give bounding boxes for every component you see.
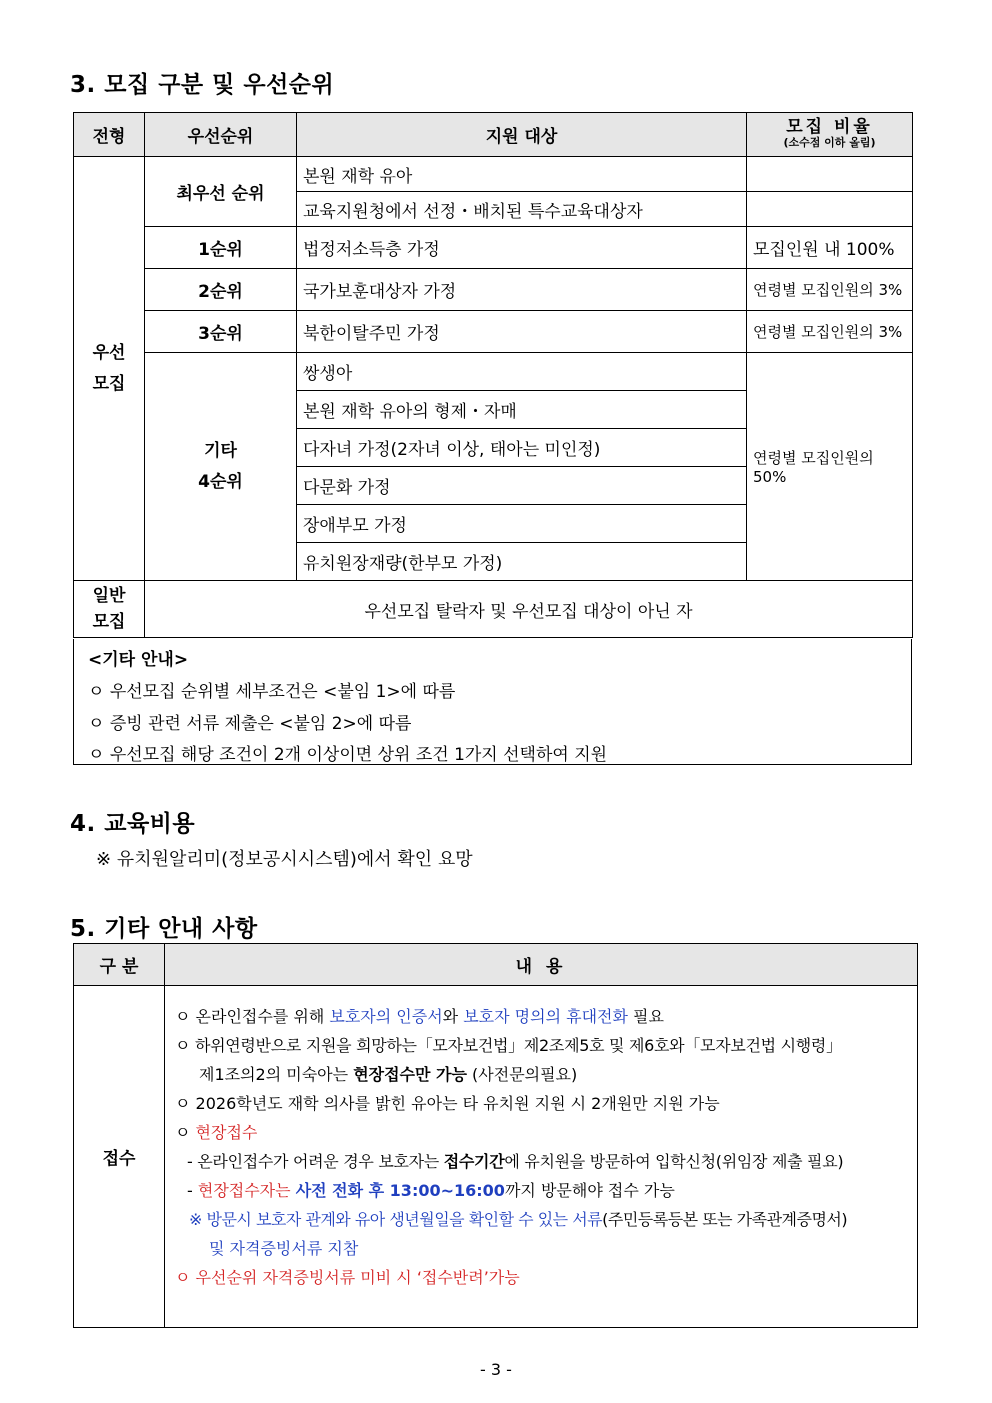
detail-line: ㅇ 2026학년도 재학 의사를 밝힌 유아는 타 유치원 지원 시 2개원만 지원 가능 (175, 1094, 720, 1113)
general-label: 일반 모집 (74, 581, 145, 638)
header-target: 지원 대상 (297, 113, 747, 157)
reception-label: 접수 (74, 986, 165, 1328)
rank-4-item: 유치원장재량(한부모 가정) (297, 543, 747, 581)
detail-line: 및 자격증빙서류 지참 (209, 1239, 359, 1258)
rank-1-target: 법정저소득층 가정 (297, 227, 747, 269)
detail-line: ㅇ 현장접수 (175, 1123, 258, 1142)
section-3-heading: 3. 모집 구분 및 우선순위 (70, 72, 335, 98)
detail-line: ㅇ 온라인접수를 위해 보호자의 인증서와 보호자 명의의 휴대전화 필요 (175, 1007, 664, 1026)
header-content: 내 용 (165, 944, 918, 986)
detail-line: ※ 방문시 보호자 관계와 유아 생년월일을 확인할 수 있는 서류(주민등록등본 또는 가족관계증명서) (189, 1210, 848, 1229)
rank-4-ratio: 연령별 모집인원의 50% (747, 353, 913, 581)
rank-4-item: 다자녀 가정(2자녀 이상, 태아는 미인정) (297, 429, 747, 467)
section-5-heading: 5. 기타 안내 사항 (70, 916, 258, 942)
detail-line: ㅇ 우선순위 자격증빙서류 미비 시 ‘접수반려’가능 (175, 1268, 520, 1287)
other-notes-box (73, 639, 912, 765)
detail-line: - 현장접수자는 사전 전화 후 13:00~16:00까지 방문해야 접수 가능 (187, 1181, 675, 1200)
header-ratio-note: (소수점 이하 올림) (783, 135, 876, 149)
rank-4-item: 다문화 가정 (297, 467, 747, 505)
section-4-heading: 4. 교육비용 (70, 811, 196, 837)
detail-line: 제1조의2의 미숙아는 현장접수만 가능 (사전문의필요) (199, 1065, 578, 1084)
general-target: 우선모집 탈락자 및 우선모집 대상이 아닌 자 (145, 581, 913, 638)
notes-item: ㅇ 우선모집 해당 조건이 2개 이상이면 상위 조건 1가지 선택하여 지원 (88, 745, 608, 765)
reception-content (165, 986, 918, 1328)
header-category: 구 분 (74, 944, 165, 986)
header-type: 전형 (74, 113, 145, 157)
notes-item: ㅇ 우선모집 순위별 세부조건은 <붙임 1>에 따름 (88, 682, 456, 702)
rank-4-label: 기타 4순위 (145, 353, 297, 581)
rank-1-label: 1순위 (145, 227, 297, 269)
rank-3-label: 3순위 (145, 311, 297, 353)
top-priority-item: 교육지원청에서 선정・배치된 특수교육대상자 (297, 192, 747, 227)
top-priority-label: 최우선 순위 (145, 157, 297, 227)
reception-details (175, 992, 917, 1292)
header-priority: 우선순위 (145, 113, 297, 157)
rank-4-item: 쌍생아 (297, 353, 747, 391)
detail-line: - 온라인접수가 어려운 경우 보호자는 접수기간에 유치원을 방문하여 입학신청(위임장 제출 필요) (187, 1152, 844, 1171)
rank-4-item: 장애부모 가정 (297, 505, 747, 543)
education-cost-note: ※ 유치원알리미(정보공시시스템)에서 확인 요망 (96, 849, 473, 870)
notes-item: ㅇ 증빙 관련 서류 제출은 <붙임 2>에 따름 (88, 714, 412, 734)
rank-4-item: 본원 재학 유아의 형제・자매 (297, 391, 747, 429)
rank-3-ratio: 연령별 모집인원의 3% (747, 311, 913, 353)
header-ratio-label: 모집 비율 (786, 116, 873, 137)
notes-title: <기타 안내> (88, 650, 189, 670)
recruitment-priority-table (73, 112, 913, 638)
rank-1-ratio: 모집인원 내 100% (747, 227, 913, 269)
detail-line: ㅇ 하위연령반으로 지원을 희망하는「모자보건법」제2조제5호 및 제6호와「모자보건법 시행령」 (175, 1036, 842, 1055)
top-priority-item: 본원 재학 유아 (297, 157, 747, 192)
rank-2-target: 국가보훈대상자 가정 (297, 269, 747, 311)
rank-2-label: 2순위 (145, 269, 297, 311)
other-info-table (73, 943, 918, 1328)
header-ratio (747, 113, 913, 157)
rank-3-target: 북한이탈주민 가정 (297, 311, 747, 353)
priority-group-label: 우선 모집 (74, 157, 145, 581)
page-number: - 3 - (480, 1360, 512, 1379)
rank-2-ratio: 연령별 모집인원의 3% (747, 269, 913, 311)
